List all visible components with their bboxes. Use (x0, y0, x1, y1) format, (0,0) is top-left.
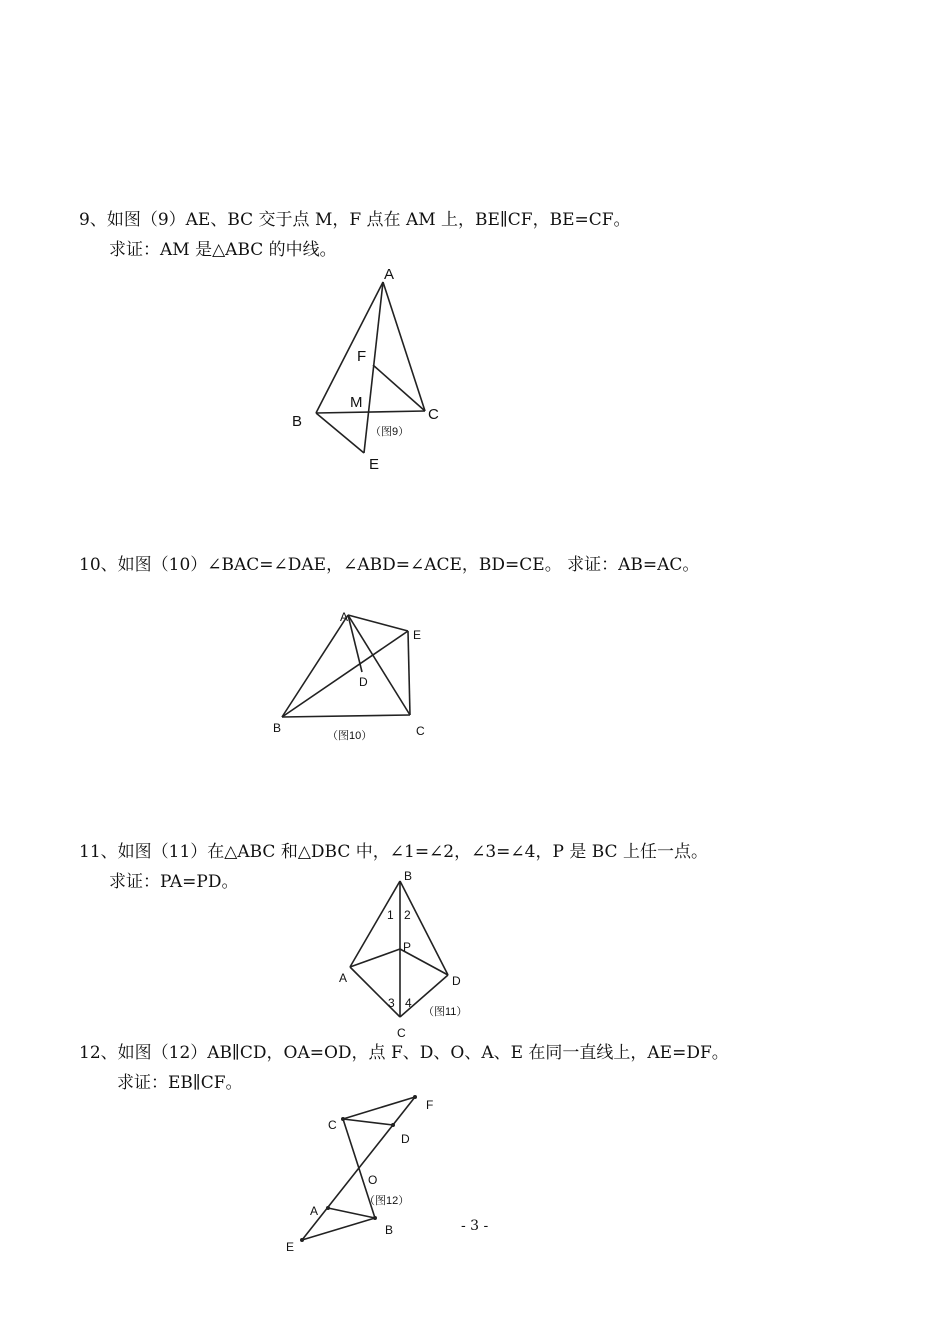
point-label-f: F (357, 348, 367, 365)
segment-ab (282, 615, 348, 717)
figure-11-caption: （图11） (423, 1006, 468, 1018)
figure-9-caption: （图9） (370, 426, 410, 438)
point-b (373, 1216, 377, 1220)
point-f (413, 1095, 417, 1099)
point-label-a: A (340, 610, 349, 624)
figure-12-caption: （图12） (364, 1195, 410, 1207)
angle-label-3: 3 (388, 996, 395, 1010)
segment-ap (350, 949, 400, 967)
angle-label-2: 2 (404, 908, 411, 922)
angle-label-1: 1 (387, 908, 394, 922)
problem-11-goal: 求证：PA=PD。 (109, 872, 239, 892)
problem-12-statement: 12、如图（12）AB∥CD，OA=OD，点 F、D、O、A、E 在同一直线上，AE=DF。 (79, 1043, 729, 1063)
point-c (341, 1117, 345, 1121)
point-label-m: M (350, 394, 363, 411)
segment-cd (343, 1119, 393, 1125)
segment-ad (348, 615, 362, 672)
segment-bc (282, 715, 410, 717)
segment-ba (350, 881, 400, 967)
point-e (300, 1238, 304, 1242)
figure-12 (280, 1085, 460, 1260)
point-label-a: A (339, 971, 348, 985)
point-label-b: B (273, 721, 282, 735)
problem-10-statement: 10、如图（10）∠BAC=∠DAE，∠ABD=∠ACE，BD=CE。 求证：AB=AC。 (79, 555, 700, 575)
point-label-d: D (359, 675, 368, 689)
point-label-b: B (292, 413, 303, 430)
problem-11-statement: 11、如图（11）在△ABC 和△DBC 中，∠1=∠2，∠3=∠4，P 是 BC 上任一点。 (79, 842, 708, 862)
segment-bc (316, 411, 425, 413)
segment-cf (343, 1097, 415, 1119)
problem-9-goal: 求证：AM 是△ABC 的中线。 (109, 240, 337, 260)
point-label-e: E (413, 628, 422, 642)
point-label-a: A (384, 266, 395, 283)
figure-10-caption: （图10） (327, 730, 373, 742)
figure-9 (280, 262, 460, 477)
point-label-a: A (310, 1204, 319, 1218)
problem-9-statement: 9、如图（9）AE、BC 交于点 M，F 点在 AM 上，BE∥CF，BE=CF。 (79, 210, 631, 230)
figure-11 (330, 865, 480, 1045)
segment-bd (400, 881, 448, 975)
point-label-d: D (452, 974, 461, 988)
point-label-d: D (401, 1132, 410, 1146)
point-label-p: P (403, 940, 412, 954)
segment-be (316, 413, 364, 453)
segment-be (302, 1218, 375, 1240)
segment-ec (408, 631, 410, 715)
point-label-e: E (369, 456, 380, 473)
point-label-b: B (385, 1223, 394, 1237)
point-label-f: F (426, 1098, 434, 1112)
page-number: - 3 - (461, 1218, 489, 1234)
problem-12-goal: 求证：EB∥CF。 (117, 1073, 243, 1093)
point-label-c: C (328, 1118, 337, 1132)
point-label-b: B (404, 869, 413, 883)
point-d (391, 1123, 395, 1127)
point-label-c: C (428, 406, 439, 423)
point-label-c: C (397, 1026, 406, 1040)
point-label-o: O (368, 1173, 378, 1187)
angle-label-4: 4 (405, 996, 412, 1010)
point-a (326, 1206, 330, 1210)
point-label-c: C (416, 724, 425, 738)
figure-10 (260, 605, 460, 745)
segment-ab (328, 1208, 375, 1218)
point-label-e: E (286, 1240, 295, 1254)
segment-be (282, 631, 408, 717)
